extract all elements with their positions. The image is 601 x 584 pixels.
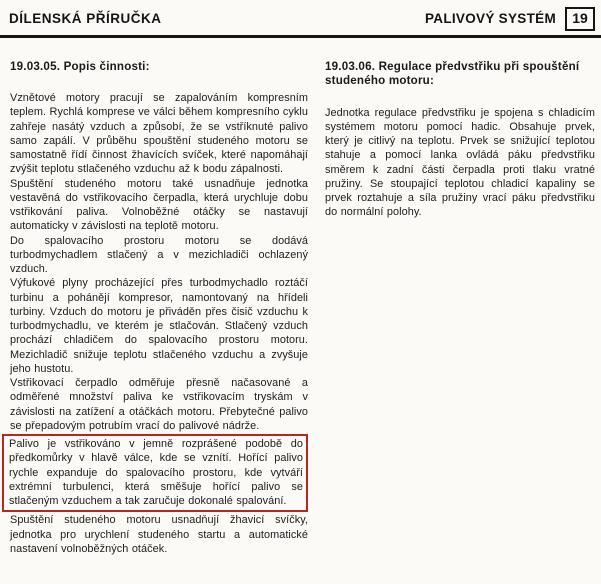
header-right-group <box>425 7 595 31</box>
left-column <box>10 51 308 557</box>
paragraph: Vznětové motory pracují se zapalováním kompresním teplem. Rychlá komprese ve válci během kompresního cyklu zahřeje nasátý vzduch a způsobí, že se vstříknuté palivo samo zapálí. V průběhu spouštění studeného motoru se samostatně řídí činnost žhavících svíček, které napomáhají zvýšit teplotu stlačeného vzduchu až k bodu zápalnosti. <box>10 92 308 176</box>
right-column <box>325 51 595 557</box>
paragraph: Spuštění studeného motoru také usnadňuje jednotka vestavěná do vstřikovacího čerpadla, která urychluje dobu vstřikování paliva. Volnoběžné otáčky se nastavují automaticky v závislosti na teplotě motoru. <box>10 177 308 233</box>
paragraph: Do spalovacího prostoru motoru se dodává turbodmychadlem stlačený a v mezichladiči ochlazený vzduch. <box>10 234 308 275</box>
paragraph: Spuštění studeného motoru usnadňují žhavicí svíčky, jednotka pro urychlení studeného startu a automatické nastavení volnoběžných otáček. <box>10 514 308 555</box>
paragraph: Jednotka regulace předvstřiku je spojena s chladicím systémem motoru pomocí hadic. Obsahuje prvek, který je citlivý na teplotu. Prvek se snižující teplotou stahuje a pomocí lanka ovládá páku předvstřiku směrem k zadní části čerpadla proti tlaku vratné pružiny. Se stoupající teplotou chladicí kapaliny se prvek roztahuje a síla pružiny vrací páku předvstřiku do normální polohy. <box>325 106 595 219</box>
chapter-title: PALIVOVÝ SYSTÉM <box>424 11 556 27</box>
paragraph: Vstřikovací čerpadlo odměřuje přesně načasované a odměřené množství paliva ke vstřikovacím tryskám v závislosti na zatížení a otáčkách motoru. Přebytečné palivo se přepadovým potrubím vrací do palivové nádrže. <box>10 377 308 432</box>
section-heading-19-03-05: 19.03.05. Popis činnosti: <box>10 59 150 73</box>
red-highlight-box <box>2 434 308 512</box>
highlighted-paragraph: Palivo je vstřikováno v jemně rozprášené podobě do předkomůrky v hlavě válce, kde se vznítí. Hořící palivo rychle expanduje do spalovacího prostoru, kde vytváří extrémní turbulenci, která směšuje hořící palivo se stlačeným vzduchem a tak zaručuje dokonalé spalování. <box>9 438 303 507</box>
page-header <box>0 0 601 31</box>
two-column-layout <box>0 38 601 557</box>
chapter-number-box: 19 <box>565 7 595 31</box>
manual-title: DÍLENSKÁ PŘÍRUČKA <box>9 11 162 27</box>
section-heading-19-03-06: 19.03.06. Regulace předvstřiku při spouštění studeného motoru: <box>325 59 580 87</box>
paragraph: Výfukové plyny procházející přes turbodmychadlo roztáčí turbinu a pohánějí kompresor, namontovaný na hřídeli turbiny. Vzduch do motoru je přiváděn přes čisič vzduchu k turbodmychadlu, ve kterém je stlačován. Stlačený vzduch prochází chladičem do spalovacího prostoru motoru. Mezichladič snižuje teplotu stlačeného vzduchu a zvyšuje jeho hustotu. <box>10 277 308 375</box>
